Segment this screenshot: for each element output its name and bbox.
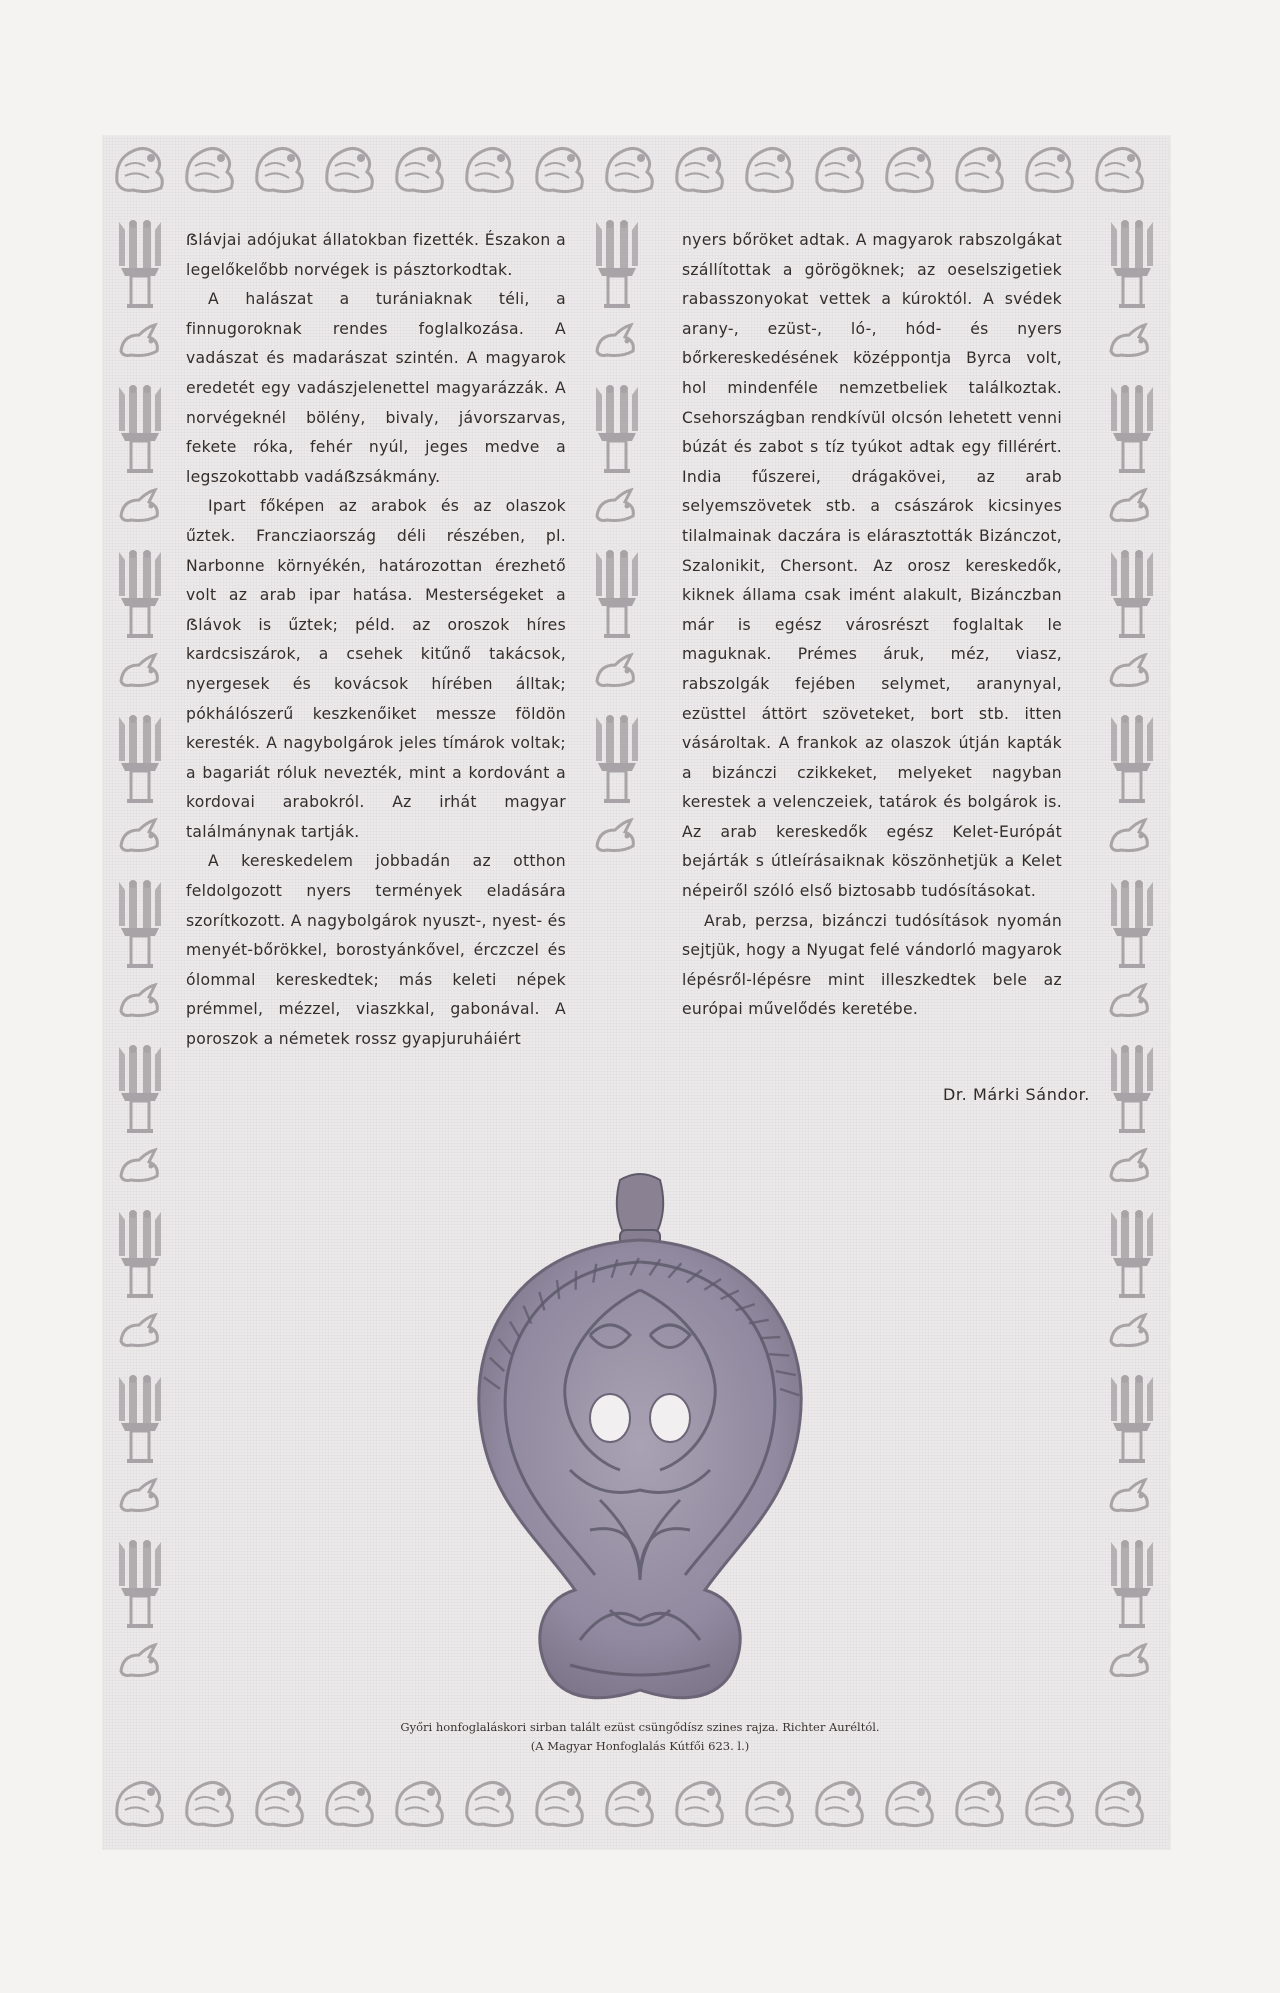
idol-figure-icon [1111, 1045, 1153, 1131]
bird-motif-icon [537, 148, 583, 191]
bird-motif-icon [467, 1782, 513, 1825]
rabbit-motif-icon [121, 1315, 157, 1346]
rabbit-motif-icon [121, 1480, 157, 1511]
author-signature: Dr. Márki Sándor. [942, 1085, 1090, 1104]
bird-motif-icon [397, 1782, 443, 1825]
bird-motif-icon [887, 1782, 933, 1825]
rabbit-motif-icon [121, 820, 157, 851]
rabbit-motif-icon [121, 490, 157, 521]
silver-pendant-ornament-icon [470, 1170, 810, 1725]
rabbit-motif-icon [1111, 1480, 1147, 1511]
bird-motif-icon [467, 148, 513, 191]
rabbit-motif-icon [1111, 820, 1147, 851]
idol-figure-icon [119, 715, 161, 801]
bird-motif-icon [257, 1782, 303, 1825]
bird-motif-icon [747, 1782, 793, 1825]
idol-figure-icon [1111, 1540, 1153, 1626]
idol-figure-icon [596, 715, 638, 801]
bird-motif-icon [1027, 148, 1073, 191]
idol-figure-icon [119, 880, 161, 966]
idol-figure-icon [1111, 715, 1153, 801]
rabbit-motif-icon [597, 655, 633, 686]
idol-figure-icon [119, 220, 161, 306]
paragraph: Arab, perzsa, bizánczi tudósítások nyomán sejtjük, hogy a Nyugat felé vándorló magyarok lépésről-lépésre mint illeszkedtek bele az európai művelődés keretébe. [682, 911, 1062, 1019]
paragraph: A halászat a turániaknak téli, a finnugoroknak rendes foglalkozása. A vadászat és madarászat szintén. A magyarok eredetét egy vadászjelenettel magyarázzák. A norvégeknél bölény, bivaly, jávorszarvas, fekete róka, fehér nyúl, jeges medve a legszokottabb vadáẞzsákmány. [186, 290, 566, 486]
bird-motif-icon [677, 148, 723, 191]
bird-motif-icon [327, 148, 373, 191]
bird-motif-icon [817, 1782, 863, 1825]
bird-motif-icon [1097, 1782, 1143, 1825]
pendant-hatch-line [769, 1354, 789, 1355]
paragraph: A kereskedelem jobbadán az otthon feldolgozott nyers termények eladására szorítkozott. A nagybolgárok nyuszt-, nyest- és menyét-bőrökkel, borostyánkővel, érczczel és ólommal kereskedtek; más keleti népek prémmel, mézzel, viaszkkal, gabonával. A poroszok a németek rossz gyapjuruháiért [186, 852, 566, 1049]
bird-motif-icon [1027, 1782, 1073, 1825]
idol-figure-icon [119, 550, 161, 636]
caption-line-2: (A Magyar Honfoglalás Kútfői 623. l.) [530, 1739, 750, 1753]
bird-motif-icon [817, 148, 863, 191]
rabbit-motif-icon [597, 325, 633, 356]
figure-caption [380, 1718, 900, 1756]
idol-figure-icon [1111, 1375, 1153, 1461]
bird-motif-icon [537, 1782, 583, 1825]
caption-line-1: Győri honfoglaláskori sirban talált ezüst csüngődísz szines rajza. Richter Auréltól. [400, 1720, 880, 1734]
idol-figure-icon [596, 220, 638, 306]
idol-figure-icon [119, 1375, 161, 1461]
rabbit-motif-icon [1111, 1315, 1147, 1346]
idol-figure-icon [596, 550, 638, 636]
bird-motif-icon [607, 148, 653, 191]
bird-motif-icon [117, 1782, 163, 1825]
rabbit-motif-icon [597, 490, 633, 521]
left-text-column [186, 226, 566, 1055]
rabbit-motif-icon [1111, 490, 1147, 521]
idol-figure-icon [1111, 880, 1153, 966]
rabbit-motif-icon [1111, 1150, 1147, 1181]
rabbit-motif-icon [1111, 985, 1147, 1016]
idol-figure-icon [1111, 1210, 1153, 1296]
bird-motif-icon [187, 148, 233, 191]
bird-motif-icon [187, 1782, 233, 1825]
pendant-illustration [470, 1170, 810, 1725]
bird-motif-icon [957, 148, 1003, 191]
idol-figure-icon [119, 1045, 161, 1131]
rabbit-motif-icon [597, 820, 633, 851]
idol-figure-icon [119, 1540, 161, 1626]
rabbit-motif-icon [121, 1150, 157, 1181]
idol-figure-icon [1111, 220, 1153, 306]
rabbit-motif-icon [121, 985, 157, 1016]
right-text-column [682, 226, 1062, 1025]
paragraph: Ipart főképen az arabok és az olaszok űztek. Francziaország déli részében, pl. Narbonne környékén, határozottan érezhető volt az arab ipar hatása. Mesterségeket a ẞlávok is űztek; péld. az oroszok híres kardcsiszárok, a csehek kitűnő takácsok, nyergesek és kovácsok hírében álltak; pókhálószerű keszkenőiket messze földön keresték. A nagybolgárok jeles tímárok voltak; a bagariát róluk nevezték, mint a kordovánt a kordovai arabokról. Az irhát magyar találmánynak tartják. [186, 497, 566, 841]
bird-motif-icon [1097, 148, 1143, 191]
idol-figure-icon [1111, 385, 1153, 471]
idol-figure-icon [1111, 550, 1153, 636]
rabbit-motif-icon [121, 325, 157, 356]
idol-figure-icon [119, 1210, 161, 1296]
rabbit-motif-icon [121, 655, 157, 686]
bird-motif-icon [747, 148, 793, 191]
bird-motif-icon [607, 1782, 653, 1825]
rabbit-motif-icon [1111, 325, 1147, 356]
rabbit-motif-icon [121, 1645, 157, 1676]
pendant-hatch-line [760, 1337, 780, 1338]
bird-motif-icon [117, 148, 163, 191]
bird-motif-icon [887, 148, 933, 191]
idol-figure-icon [119, 385, 161, 471]
idol-figure-icon [596, 385, 638, 471]
rabbit-motif-icon [1111, 655, 1147, 686]
rabbit-motif-icon [1111, 1645, 1147, 1676]
bird-motif-icon [327, 1782, 373, 1825]
bird-motif-icon [957, 1782, 1003, 1825]
paragraph: nyers bőröket adtak. A magyarok rabszolgákat szállítottak a görögöknek; az oeselszigetiek rabasszonyokat vettek a kúroktól. A svédek arany-, ezüst-, ló-, hód- és nyers bőrkereskedésének középpontja Byrca volt, hol mindenféle nemzetbeliek találkoztak. Csehországban rendkívül olcsón lehetett venni búzát és zabot s tíz tyúkot adtak egy fillérért. India fűszerei, drágakövei, az arab selyemszövetek stb. a császárok kicsinyes tilalmainak daczára is elárasztották Bizánczot, Szalonikit, Chersont. Az orosz kereskedők, kiknek állama csak imént alakult, Bizánczban már is egész városrészt foglaltak le maguknak. Prémes áruk, méz, viasz, rabszolgák fejében selymet, aranynyal, ezüsttel áttört szöveteket, bort stb. itten vásároltak. A frankok az olaszok útján kapták a bizánczi czikkeket, melyeket nagyban kerestek a velenczeiek, tatárok és bolgárok is. Az arab kereskedők egész Kelet-Európát bejárták s útleírásaiknak köszönhetjük a Kelet népeiről szóló első biztosabb tudósításokat. [682, 231, 1062, 901]
paragraph: ẞlávjai adójukat állatokban fizették. Északon a legelőkelőbb norvégek is pásztorkodtak. [186, 231, 566, 279]
bird-motif-icon [397, 148, 443, 191]
bird-motif-icon [257, 148, 303, 191]
bird-motif-icon [677, 1782, 723, 1825]
